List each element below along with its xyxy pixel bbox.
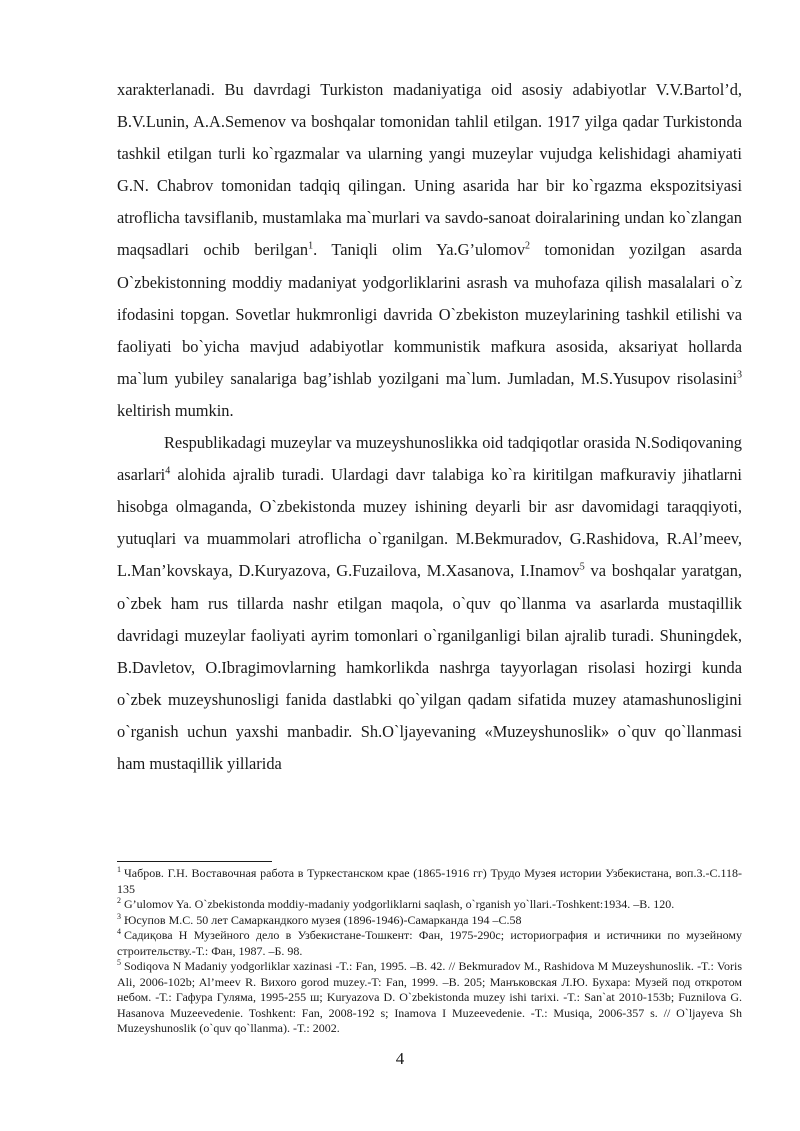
footnote-4: $^4$ Садиқова Н Музейного дело в Узбекистане-Тошкент: Фан, 1975-290с; историография и истичники по музейному строительству.-Т.: Фан, 1987. –Б. 98. [117, 927, 742, 958]
footnote-5: $^5$ Sodiqova N Madaniy yodgorliklar xazinasi -T.: Fan, 1995. –B. 42. // Bekmuradov M., Rashidova M Muzeyshunoslik. -T.: Voris Ali, 2006-102b; Al’meev R. Bихоro gorod muzey.-T: Fan, 1999. –B. 205; Манъковская Л.Ю. Бухара: Музей под откротом небом. -Т.: Гафура Гуляма, 1995-255 ш; Kuryazova D. O`zbekistonda muzey ishi tarixi. -T.: San`at 2010-153b; Fuznilova G. Hasanova Muzeevedenie. Toshkent: Fan, 2008-192 s; Inamova I Muzeevedenie. -T.: Musiqa, 2006-357 s. // O`ljayeva Sh Muzeyshunoslik (o`quv qo`llanma). -T.: 2002. [117, 958, 742, 1035]
footnotes [117, 866, 742, 1037]
footnote-separator [117, 861, 272, 862]
footnote-1: $^1$ Чабров. Г.Н. Воставочная работа в Туркестанском крае (1865-1916 гг) Трудо Музея истории Узбекистана, воп.3.-С.118-135 [117, 865, 742, 896]
footnote-ref-2[interactable]: 2 [525, 241, 531, 252]
paragraph-1: xarakterlanadi. Bu davrdagi Turkiston madaniyatiga oid asosiy adabiyotlar V.V.Bartol’d, B.V.Lunin, A.A.Semenov va boshqalar tomonidan tahlil etilgan. 1917 yilga qadar Turkistonda tashkil etilgan turli ko`rgazmalar va ularning yangi muzeylar vujudga kelishidagi ahamiyati G.N. Chabrov tomonidan tadqiq qilingan. Uning asarida har bir ko`rgazma ekspozitsiyasi atroflicha tavsiflanib, mustamlaka ma`murlari va savdo-sanoat doiralarining undan ko`zlangan maqsadlari ochib berilgan$^1$. Taniqli olim Ya.G’ulomov$^2$ tomonidan yozilgan asarda O`zbekistonning moddiy madaniyat yodgorliklarini asrash va muhofaza qilish masalalari o`z ifodasini topgan. Sovetlar hukmronligi davrida O`zbekiston muzeylarining tashkil etilishi va faoliyati bo`yicha mavjud adabiyotlar kommunistik mafkura asosida, aksariyat hollarda ma`lum yubiley sanalariga bag’ishlab yozilgani ma`lum. Jumladan, M.S.Yusupov risolasini$^3$ keltirish mumkin. [117, 80, 742, 420]
footnote-2: $^2$ G’ulomov Ya. O`zbekistonda moddiy-madaniy yodgorliklarni saqlash, o`rganish yo`llari.-Toshkent:1934. –B. 120. [117, 896, 675, 911]
footnote-ref-4[interactable]: 4 [165, 465, 171, 477]
footnote-ref-5[interactable]: 5 [579, 561, 585, 573]
footnote-ref-1[interactable]: 1 [308, 241, 314, 252]
body-text [117, 74, 742, 780]
paragraph-2: Respublikadagi muzeylar va muzeyshunoslikka oid tadqiqotlar orasida N.Sodiqovaning asarlari$^4$ alohida ajralib turadi. Ulardagi davr talabiga ko`ra kiritilgan mafkuraviy jihatlarni hisobga olmaganda, O`zbekistonda muzey ishining deyarli bir asr davomidagi taraqqiyoti, yutuqlari va muammolari atroflicha o`rganilgan. M.Bekmuradov, G.Rashidova, R.Al’meev, L.Man’kovskaya, D.Kuryazova, G.Fuzailova, M.Xasanova, I.Inamov$^5$ va boshqalar yaratgan, o`zbek ham rus tillarda nashr etilgan maqola, o`quv qo`llanma va asarlarda mustaqillik davridagi muzeylar faoliyati ayrim tomonlari o`rganilganligi bilan ajralib turadi. Shuningdek, B.Davletov, O.Ibragimovlarning hamkorlikda nashrga tayyorlagan risolasi hozirgi kunda o`zbek muzeyshunosligi fanida dastlabki qo`yilgan qadam sifatida muzey atamashunosligini o`rganish uchun yaxshi manbadir. Sh.O`ljayevaning «Muzeyshunoslik» o`quv qo`llanmasi ham mustaqillik yillarida [117, 433, 742, 773]
footnote-ref-3[interactable]: 3 [737, 369, 742, 381]
page-number: 4 [395, 1049, 405, 1068]
footnote-3: $^3$ Юсупов М.С. 50 лет Самаркандкого музея (1896-1946)-Самарканда 194 –С.58 [117, 911, 522, 927]
